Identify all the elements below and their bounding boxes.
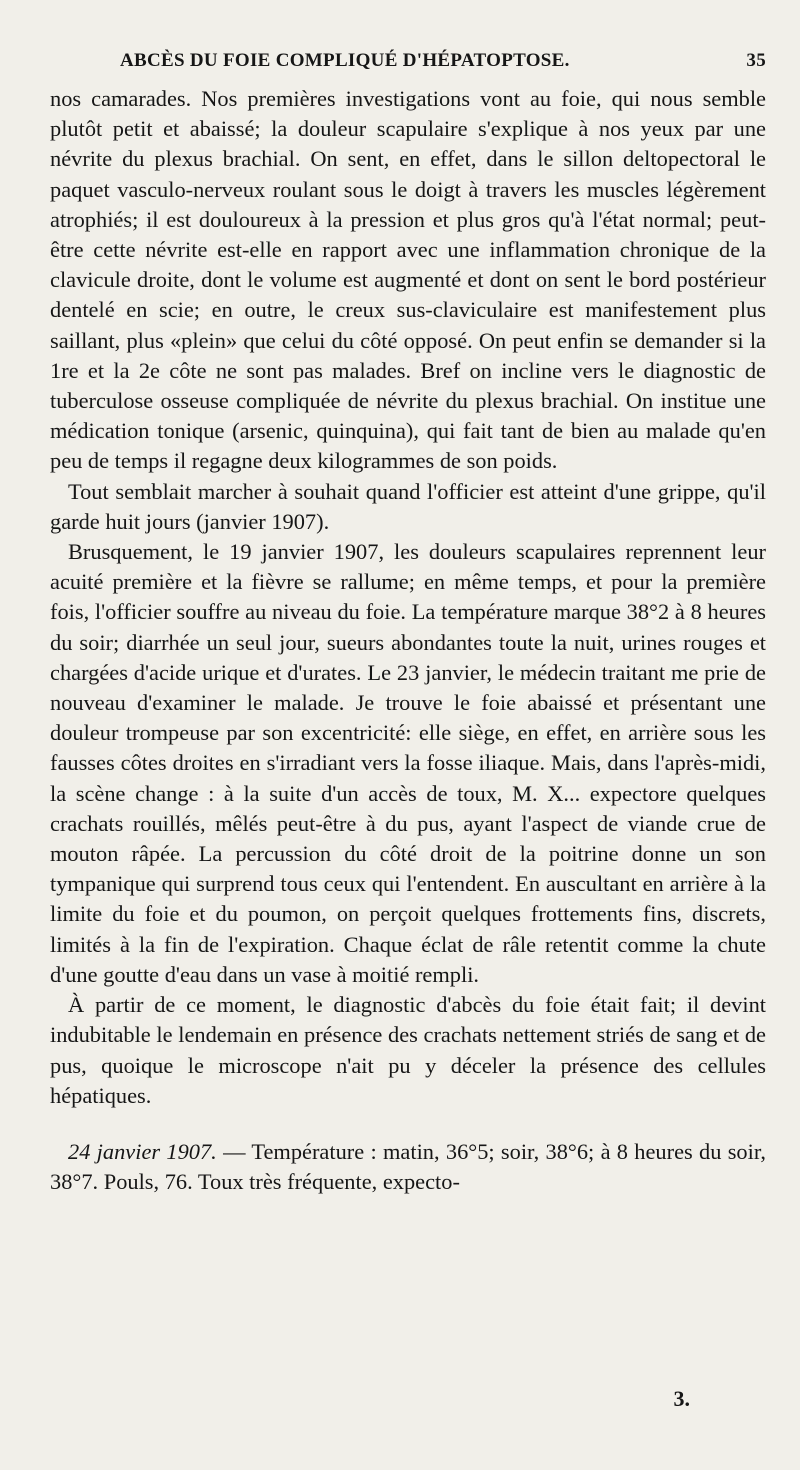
- page-number: 35: [746, 50, 766, 71]
- entry-date: 24 janvier 1907.: [68, 1138, 217, 1164]
- running-title: ABCÈS DU FOIE COMPLIQUÉ D'HÉPATOPTOSE.: [120, 50, 570, 71]
- dated-entry: [50, 1137, 766, 1197]
- paragraph-continuation: nos camarades. Nos premières investigations vont au foie, qui nous semble plutôt petit et abaissé; la douleur scapulaire s'explique à nos yeux par une névrite du plexus brachial. On sent, en effet, dans le sillon deltopectoral le paquet vasculo-nerveux roulant sous le doigt à travers les muscles légèrement atrophiés; il est douloureux à la pression et plus gros qu'à l'état normal; peut-être cette névrite est-elle en rapport avec une inflammation chronique de la clavicule droite, dont le volume est augmenté et dont on sent le bord postérieur dentelé en scie; en outre, le creux sus-claviculaire est manifestement plus saillant, plus «plein» que celui du côté opposé. On peut enfin se demander si la 1re et la 2e côte ne sont pas malades. Bref on incline vers le diagnostic de tuberculose osseuse compliquée de névrite du plexus brachial. On institue une médication tonique (arsenic, quinquina), qui fait tant de bien au malade qu'en peu de temps il regagne deux kilogrammes de son poids.: [50, 86, 766, 474]
- signature-mark: 3.: [673, 1386, 690, 1411]
- entry-text: — Température : matin, 36°5; soir, 38°6; à 8 heures du soir, 38°7. Pouls, 76. Toux très fréquente, expecto-: [50, 1138, 766, 1195]
- paragraph-diagnosis: À partir de ce moment, le diagnostic d'abcès du foie était fait; il devint indubitable le lendemain en présence des crachats nettement striés de sang et de pus, quoique le microscope n'ait pu y déceler la présence des cellules hépatiques.: [50, 992, 766, 1108]
- page-header: [50, 44, 766, 84]
- paragraph-relapse: Brusquement, le 19 janvier 1907, les douleurs scapulaires reprennent leur acuité première et la fièvre se rallume; en même temps, et pour la première fois, l'officier souffre au niveau du foie. La température marque 38°2 à 8 heures du soir; diarrhée un seul jour, sueurs abondantes toute la nuit, urines rouges et chargées d'acide urique et d'urates. Le 23 janvier, le médecin traitant me prie de nouveau d'examiner le malade. Je trouve le foie abaissé et présentant une douleur trompeuse par son excentricité: elle siège, en effet, en arrière sous les fausses côtes droites en s'irradiant vers la fosse iliaque. Mais, dans l'après-midi, la scène change : à la suite d'un accès de toux, M. X... expectore quelques crachats rouillés, mêlés peut-être à du pus, ayant l'aspect de viande crue de mouton râpée. La percussion du côté droit de la poitrine donne un son tympanique qui surprend tous ceux qui l'entendent. En auscultant en arrière à la limite du foie et du poumon, on perçoit quelques frottements fins, discrets, limités à la fin de l'expiration. Chaque éclat de râle retentit comme la chute d'une goutte d'eau dans un vase à moitié rempli.: [50, 539, 766, 987]
- paragraph-grippe: Tout semblait marcher à souhait quand l'officier est atteint d'une grippe, qu'il garde huit jours (janvier 1907).: [50, 478, 766, 534]
- body-text: [50, 84, 766, 1197]
